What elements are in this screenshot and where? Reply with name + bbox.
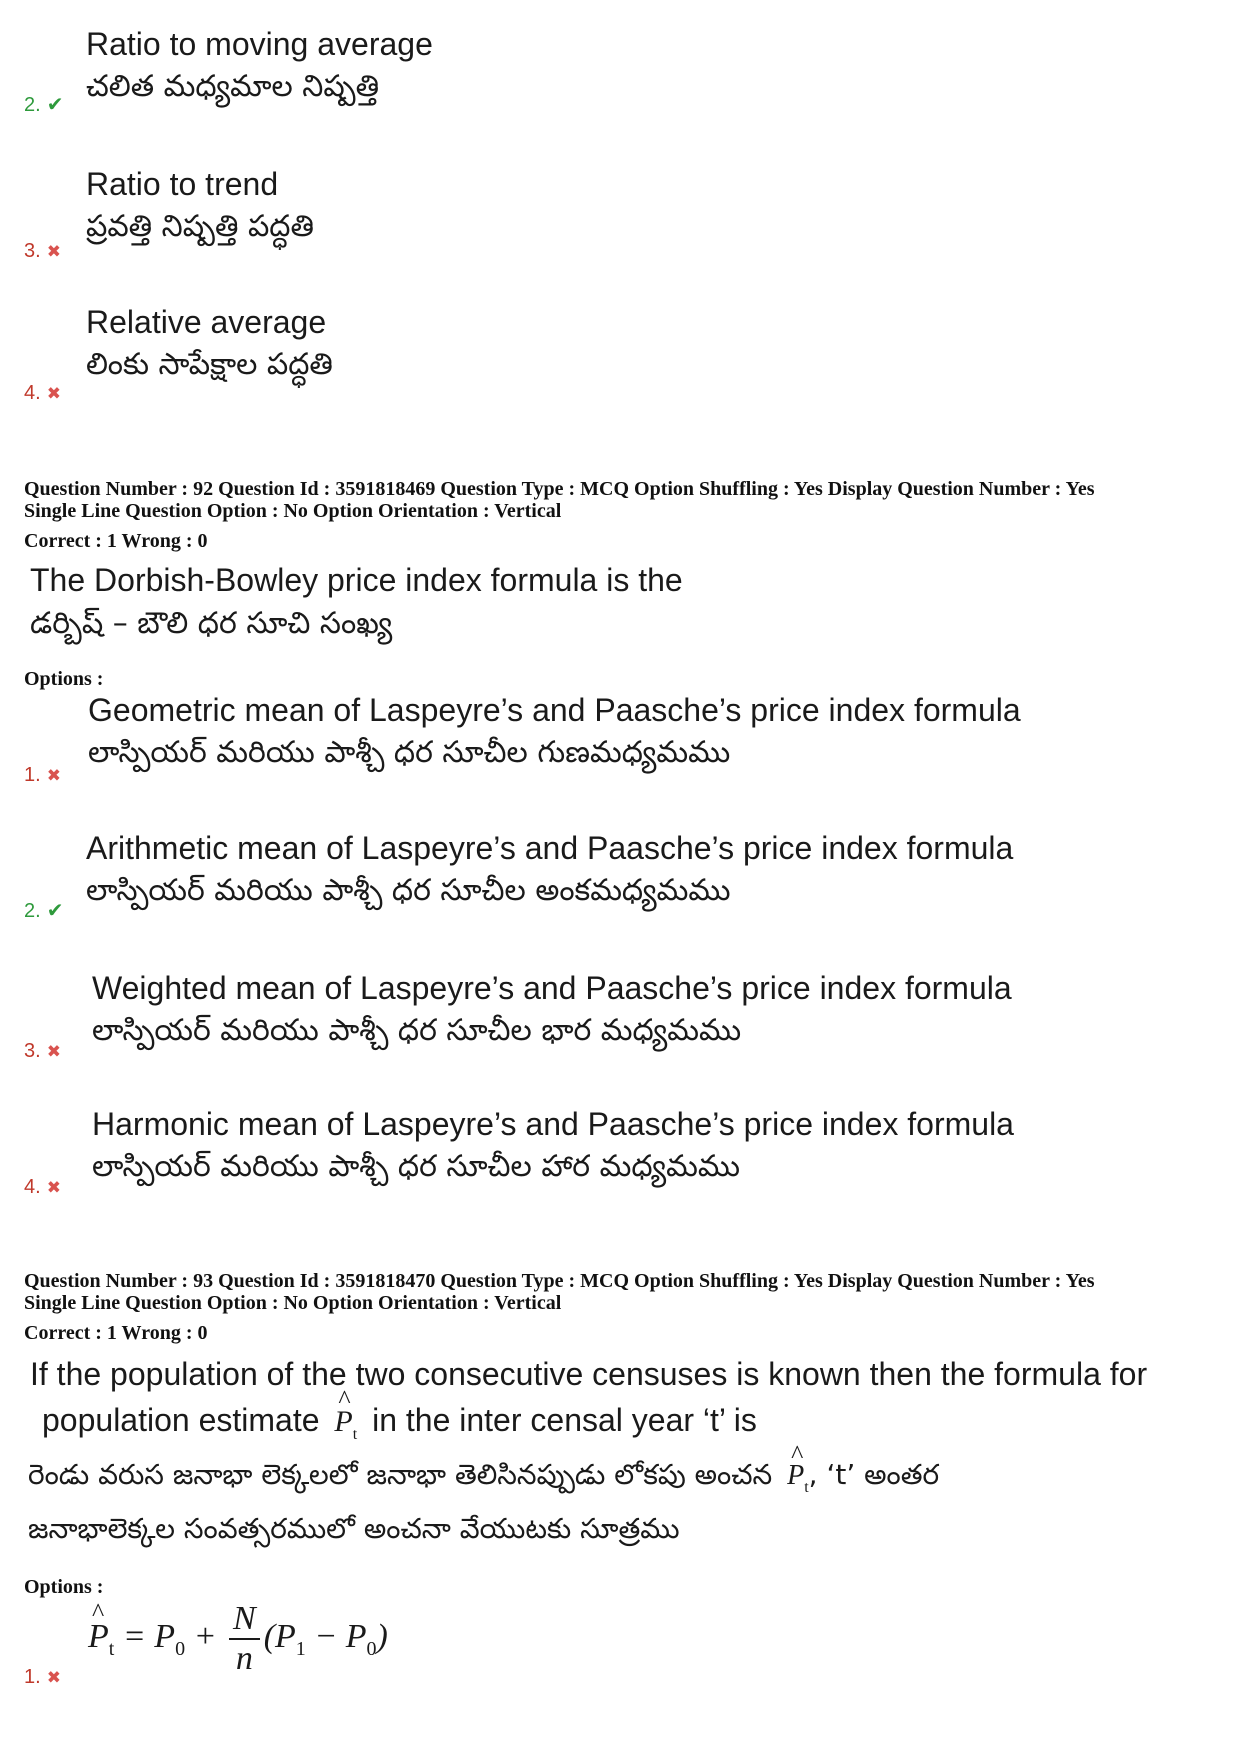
question-93-marks: Correct : 1 Wrong : 0 [24, 1322, 208, 1344]
wrong-cross-icon: ✖ [46, 1178, 61, 1198]
option-text-en: Weighted mean of Laspeyre’s and Paasche’s price index formula [92, 970, 1012, 1006]
option-text-te: చలిత మధ్యమాల నిష్పత్తి [86, 69, 380, 104]
wrong-cross-icon: ✖ [46, 766, 61, 786]
wrong-cross-icon: ✖ [46, 1042, 61, 1062]
question-92-meta-line1: Question Number : 92 Question Id : 3591818469 Question Type : MCQ Option Shuffling : Yes Display Question Number : Yes [24, 478, 1095, 500]
option-text-te: లాస్పియర్ మరియు పాశ్చీ ధర సూచీల హార మధ్యమము [92, 1149, 740, 1184]
wrong-cross-icon: ✖ [46, 1668, 61, 1688]
correct-check-icon: ✔ [46, 898, 64, 922]
prev-option-2[interactable] [86, 26, 433, 111]
q93-option-1-marker [24, 1666, 61, 1689]
p-hat-t-symbol: ^ $P_t$ [787, 1460, 809, 1491]
question-93-meta-line1: Question Number : 93 Question Id : 3591818470 Question Type : MCQ Option Shuffling : Yes Display Question Number : Yes [24, 1270, 1095, 1292]
option-number: 1. [24, 764, 41, 786]
option-number: 4. [24, 382, 41, 404]
wrong-cross-icon: ✖ [46, 242, 61, 262]
question-93-text-en-line1: If the population of the two consecutive censuses is known then the formula for [30, 1356, 1148, 1392]
option-text-en: Arithmetic mean of Laspeyre’s and Paasche’s price index formula [86, 830, 1014, 866]
question-93-text-en-line2a: population estimate [42, 1402, 320, 1438]
q92-option-4-marker [24, 1176, 61, 1199]
option-number: 2. [24, 94, 41, 116]
question-92-meta-line2: Single Line Question Option : No Option Orientation : Vertical [24, 500, 562, 522]
question-93-text-te-line1a: రెండు వరుస జనాభా లెక్కలలో జనాభా తెలిసినప్పుడు లోకపు అంచన [28, 1458, 773, 1491]
q92-option-1[interactable] [88, 692, 1021, 777]
option-text-en: Relative average [86, 304, 327, 340]
option-number: 4. [24, 1176, 41, 1198]
question-93-meta-line2: Single Line Question Option : No Option Orientation : Vertical [24, 1292, 562, 1314]
option-number: 3. [24, 1040, 41, 1062]
q92-option-4[interactable] [92, 1106, 1014, 1191]
question-92-options-label: Options : [24, 668, 104, 690]
option-number: 1. [24, 1666, 41, 1688]
correct-check-icon: ✔ [46, 92, 64, 116]
fraction-n-over-n: $\frac{N}{n}$ [229, 1600, 260, 1678]
option-text-te: లాస్పియర్ మరియు పాశ్చీ ధర సూచీల భార మధ్యమము [92, 1013, 742, 1048]
option-text-en: Ratio to trend [86, 166, 279, 202]
option-text-en: Geometric mean of Laspeyre’s and Paasche’s price index formula [88, 692, 1021, 728]
option-number: 3. [24, 240, 41, 262]
option-text-en: Ratio to moving average [86, 26, 433, 62]
prev-option-3[interactable] [86, 166, 314, 251]
question-93-text-te-line2: జనాభాలెక్కల సంవత్సరములో అంచనా వేయుటకు సూత్రము [28, 1512, 680, 1545]
option-text-te: లాస్పియర్ మరియు పాశ్చీ ధర సూచీల అంకమధ్యమము [86, 873, 731, 908]
question-92-text-te: డర్బిష్ – బౌలి ధర సూచి సంఖ్య [30, 606, 393, 641]
q92-option-3[interactable] [92, 970, 1012, 1055]
option-text-te: లింకు సాపేక్షాల పద్ధతి [86, 347, 333, 382]
p-hat-t-symbol: ^ $P_t$ [334, 1405, 357, 1438]
option-text-en: Harmonic mean of Laspeyre’s and Paasche’s price index formula [92, 1106, 1014, 1142]
option-number: 2. [24, 900, 41, 922]
question-93-text-en-line2b: in the inter censal year ‘t’ is [372, 1402, 757, 1438]
prev-option-3-marker [24, 240, 61, 263]
option-text-te: ప్రవత్తి నిష్పత్తి పద్ధతి [86, 209, 314, 244]
q92-option-2-marker [24, 898, 63, 923]
q92-option-2[interactable] [86, 830, 1013, 915]
question-93-text-en-line2 [42, 1402, 757, 1444]
question-93-options-label: Options : [24, 1576, 104, 1598]
q92-option-3-marker [24, 1040, 61, 1063]
wrong-cross-icon: ✖ [46, 384, 61, 404]
question-93-text-te-line1 [28, 1458, 939, 1498]
option-text-te: లాస్పియర్ మరియు పాశ్చీ ధర సూచీల గుణమధ్యమము [88, 735, 731, 770]
question-93-text-te-line1b: , ‘t’ అంతర [808, 1458, 940, 1491]
prev-option-4-marker [24, 382, 61, 405]
question-92-marks: Correct : 1 Wrong : 0 [24, 530, 208, 552]
prev-option-4[interactable] [86, 304, 333, 389]
prev-option-2-marker [24, 92, 63, 117]
q92-option-1-marker [24, 764, 61, 787]
question-92-text-en: The Dorbish-Bowley price index formula is the [30, 562, 683, 598]
q93-option-1-formula[interactable]: ^ $P_t = P_0$ + $\frac{N}{n}$ $(P_1 - P_0)$ [88, 1600, 388, 1678]
